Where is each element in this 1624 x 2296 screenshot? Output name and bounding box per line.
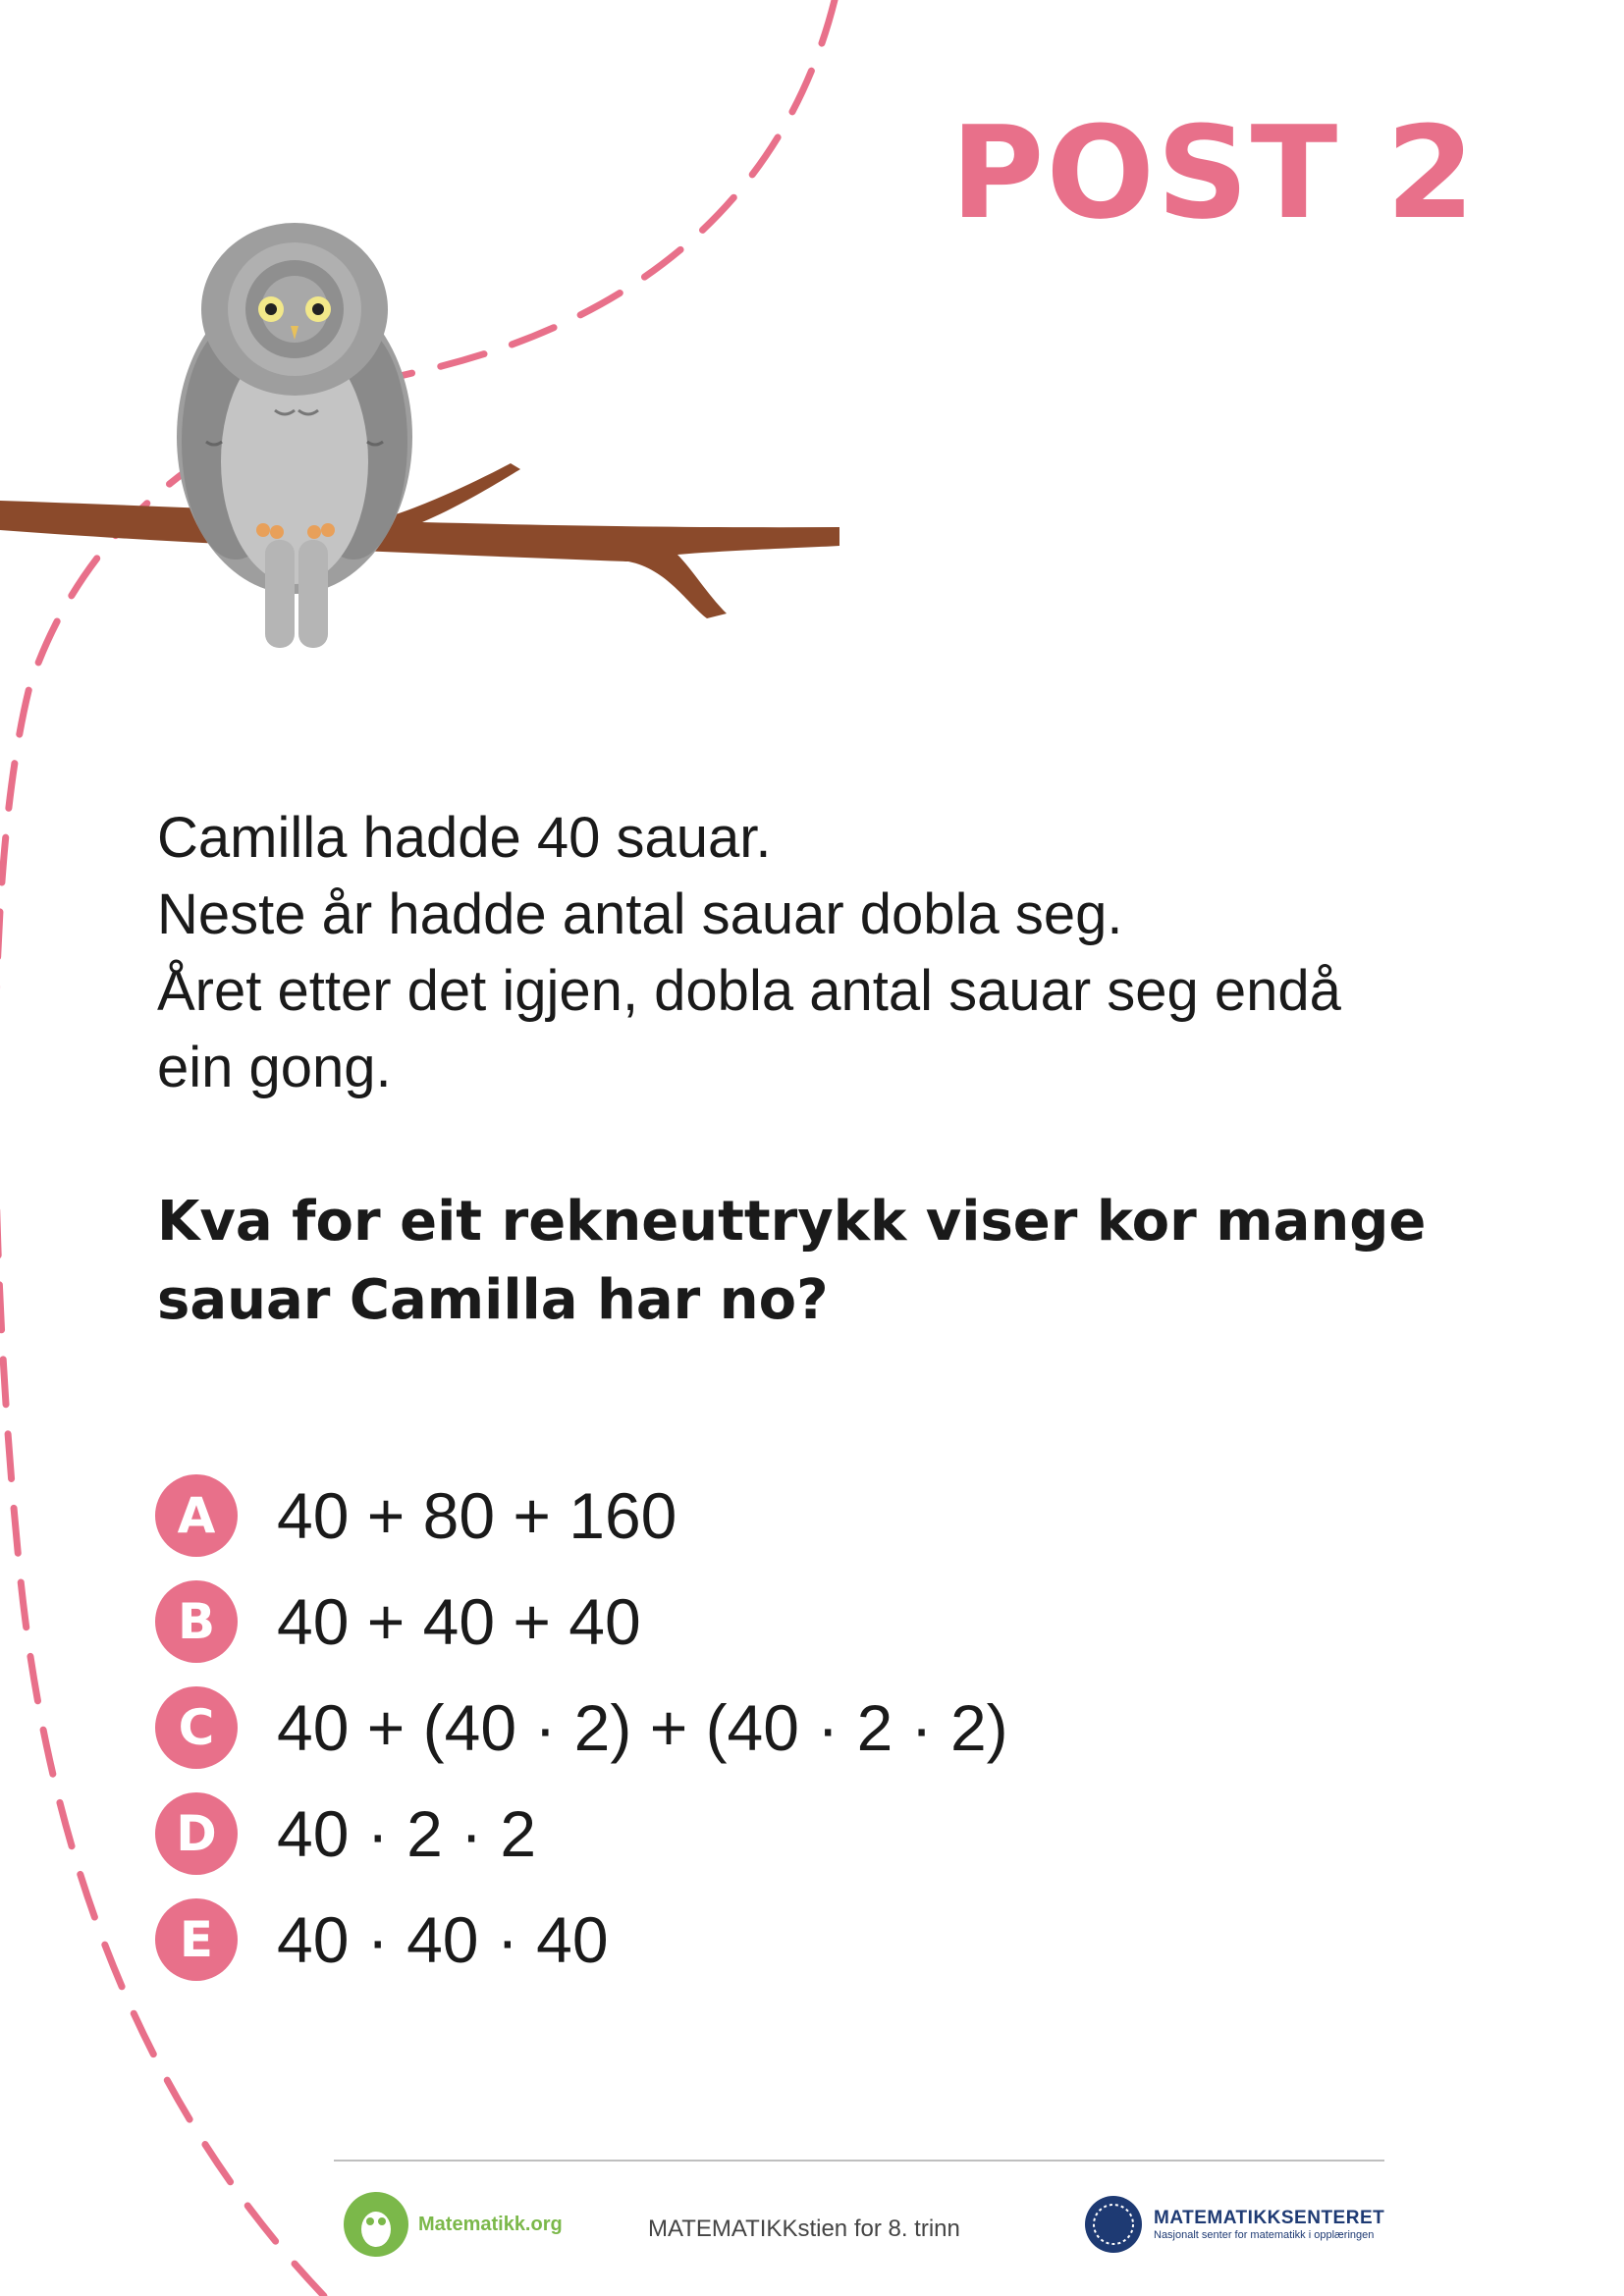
option-letter-badge: A bbox=[155, 1474, 238, 1557]
story-line: Neste år hadde antal sauar dobla seg. bbox=[157, 882, 1123, 946]
footer-center-text: MATEMATIKKstien for 8. trinn bbox=[648, 2216, 960, 2242]
matematikk-org-logo[interactable] bbox=[344, 2192, 563, 2257]
option-expression: 40 · 2 · 2 bbox=[277, 1797, 537, 1870]
option-expression: 40 · 40 · 40 bbox=[277, 1903, 609, 1976]
option-a[interactable] bbox=[155, 1463, 1008, 1569]
option-expression: 40 + 80 + 160 bbox=[277, 1479, 677, 1552]
option-expression: 40 + 40 + 40 bbox=[277, 1585, 641, 1658]
story-line: Året etter det igjen, dobla antal sauar seg endå bbox=[157, 959, 1341, 1023]
branch-illustration bbox=[0, 463, 839, 618]
option-b[interactable] bbox=[155, 1569, 1008, 1675]
logo-right-subtitle: Nasjonalt senter for matematikk i opplæringen bbox=[1154, 2229, 1375, 2241]
owl-on-branch-illustration bbox=[0, 216, 844, 677]
answer-options bbox=[155, 1463, 1008, 1993]
option-letter-badge: E bbox=[155, 1898, 238, 1981]
option-letter-badge: B bbox=[155, 1580, 238, 1663]
story-text bbox=[157, 800, 1341, 1106]
seal-icon bbox=[1085, 2196, 1142, 2253]
page-title: POST 2 bbox=[950, 98, 1477, 247]
footer-divider bbox=[334, 2160, 1384, 2162]
matematikksenteret-logo[interactable] bbox=[1085, 2196, 1384, 2253]
owl-logo-icon bbox=[344, 2192, 408, 2257]
logo-left-text: Matematikk.org bbox=[418, 2213, 563, 2235]
story-line: Camilla hadde 40 sauar. bbox=[157, 806, 772, 870]
owl-illustration bbox=[177, 223, 412, 648]
story-line: ein gong. bbox=[157, 1036, 392, 1099]
question-line: sauar Camilla har no? bbox=[157, 1268, 829, 1332]
footer bbox=[334, 2184, 1384, 2263]
question-line: Kva for eit rekneuttrykk viser kor mange bbox=[157, 1190, 1427, 1254]
option-c[interactable] bbox=[155, 1675, 1008, 1781]
question-text bbox=[157, 1183, 1426, 1340]
logo-right-title: MATEMATIKKSENTERET bbox=[1154, 2208, 1385, 2228]
option-e[interactable] bbox=[155, 1887, 1008, 1993]
option-expression: 40 + (40 · 2) + (40 · 2 · 2) bbox=[277, 1691, 1008, 1764]
option-letter-badge: D bbox=[155, 1792, 238, 1875]
option-letter-badge: C bbox=[155, 1686, 238, 1769]
option-d[interactable] bbox=[155, 1781, 1008, 1887]
